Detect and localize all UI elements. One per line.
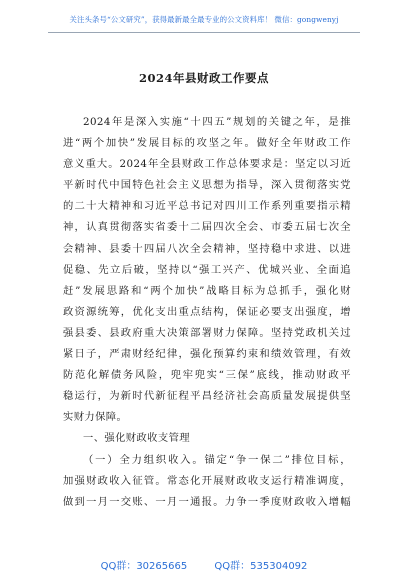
body-line: 的二十大精神和习近平总书记对四川工作系列重要指示精 bbox=[63, 200, 351, 213]
section-heading: 一、强化财政收支管理 bbox=[83, 432, 190, 445]
body-line: 会精神、县委十四届八次全会精神，坚持稳中求进、以进 bbox=[63, 242, 351, 255]
header-divider bbox=[48, 32, 360, 33]
qq-group-1: QQ群：30265665 bbox=[100, 561, 188, 572]
body-line: 政资源统筹，优化支出重点结构，保证必要支出强度，增 bbox=[63, 305, 351, 318]
body-line: 紧日子，严肃财经纪律，强化预算约束和绩效管理，有效 bbox=[63, 348, 351, 361]
document-title: 2024年县财政工作要点 bbox=[138, 71, 269, 85]
body-line: （一）全力组织收入。锚定“争一保二”排位目标， bbox=[83, 453, 351, 466]
body-line: 进“两个加快”发展目标的攻坚之年。做好全年财政工作 bbox=[63, 137, 351, 150]
body-line: 赶”发展思路和“两个加快”战略目标为总抓手，强化财 bbox=[63, 284, 351, 297]
body-line: 实财力保障。 bbox=[63, 411, 128, 424]
body-line: 做到一月一交账、一月一通报。力争一季度财政收入增幅 bbox=[63, 495, 351, 508]
body-line: 防范化解债务风险，兜牢兜实“三保”底线，推动财政平 bbox=[63, 369, 351, 382]
body-line: 强县委、县政府重大决策部署财力保障。坚持党政机关过 bbox=[63, 326, 351, 339]
body-line: 意义重大。2024年全县财政工作总体要求是：坚定以习近 bbox=[63, 158, 351, 171]
body-line: 神，认真贯彻落实省委十二届四次全会、市委五届七次全 bbox=[63, 221, 351, 234]
body-line: 促稳、先立后破，坚持以“强工兴产、优城兴业、全面追 bbox=[63, 263, 351, 276]
body-line: 加强财政收入征管。常态化开展财政收支运行精准调度， bbox=[63, 474, 351, 487]
body-line: 稳运行，为新时代新征程平昌经济社会高质量发展提供坚 bbox=[63, 390, 351, 403]
body-line: 2024年是深入实施“十四五”规划的关键之年，是推 bbox=[83, 116, 351, 128]
document-body bbox=[63, 112, 351, 513]
qq-footer bbox=[0, 557, 408, 572]
body-line: 平新时代中国特色社会主义思想为指导，深入贯彻落实党 bbox=[63, 179, 351, 192]
promo-header: 关注头条号“公文研究”，获得最新最全最专业的公文资料库！ 微信：gongwenyj bbox=[69, 15, 339, 24]
qq-group-2: QQ群：535304092 bbox=[214, 561, 308, 572]
